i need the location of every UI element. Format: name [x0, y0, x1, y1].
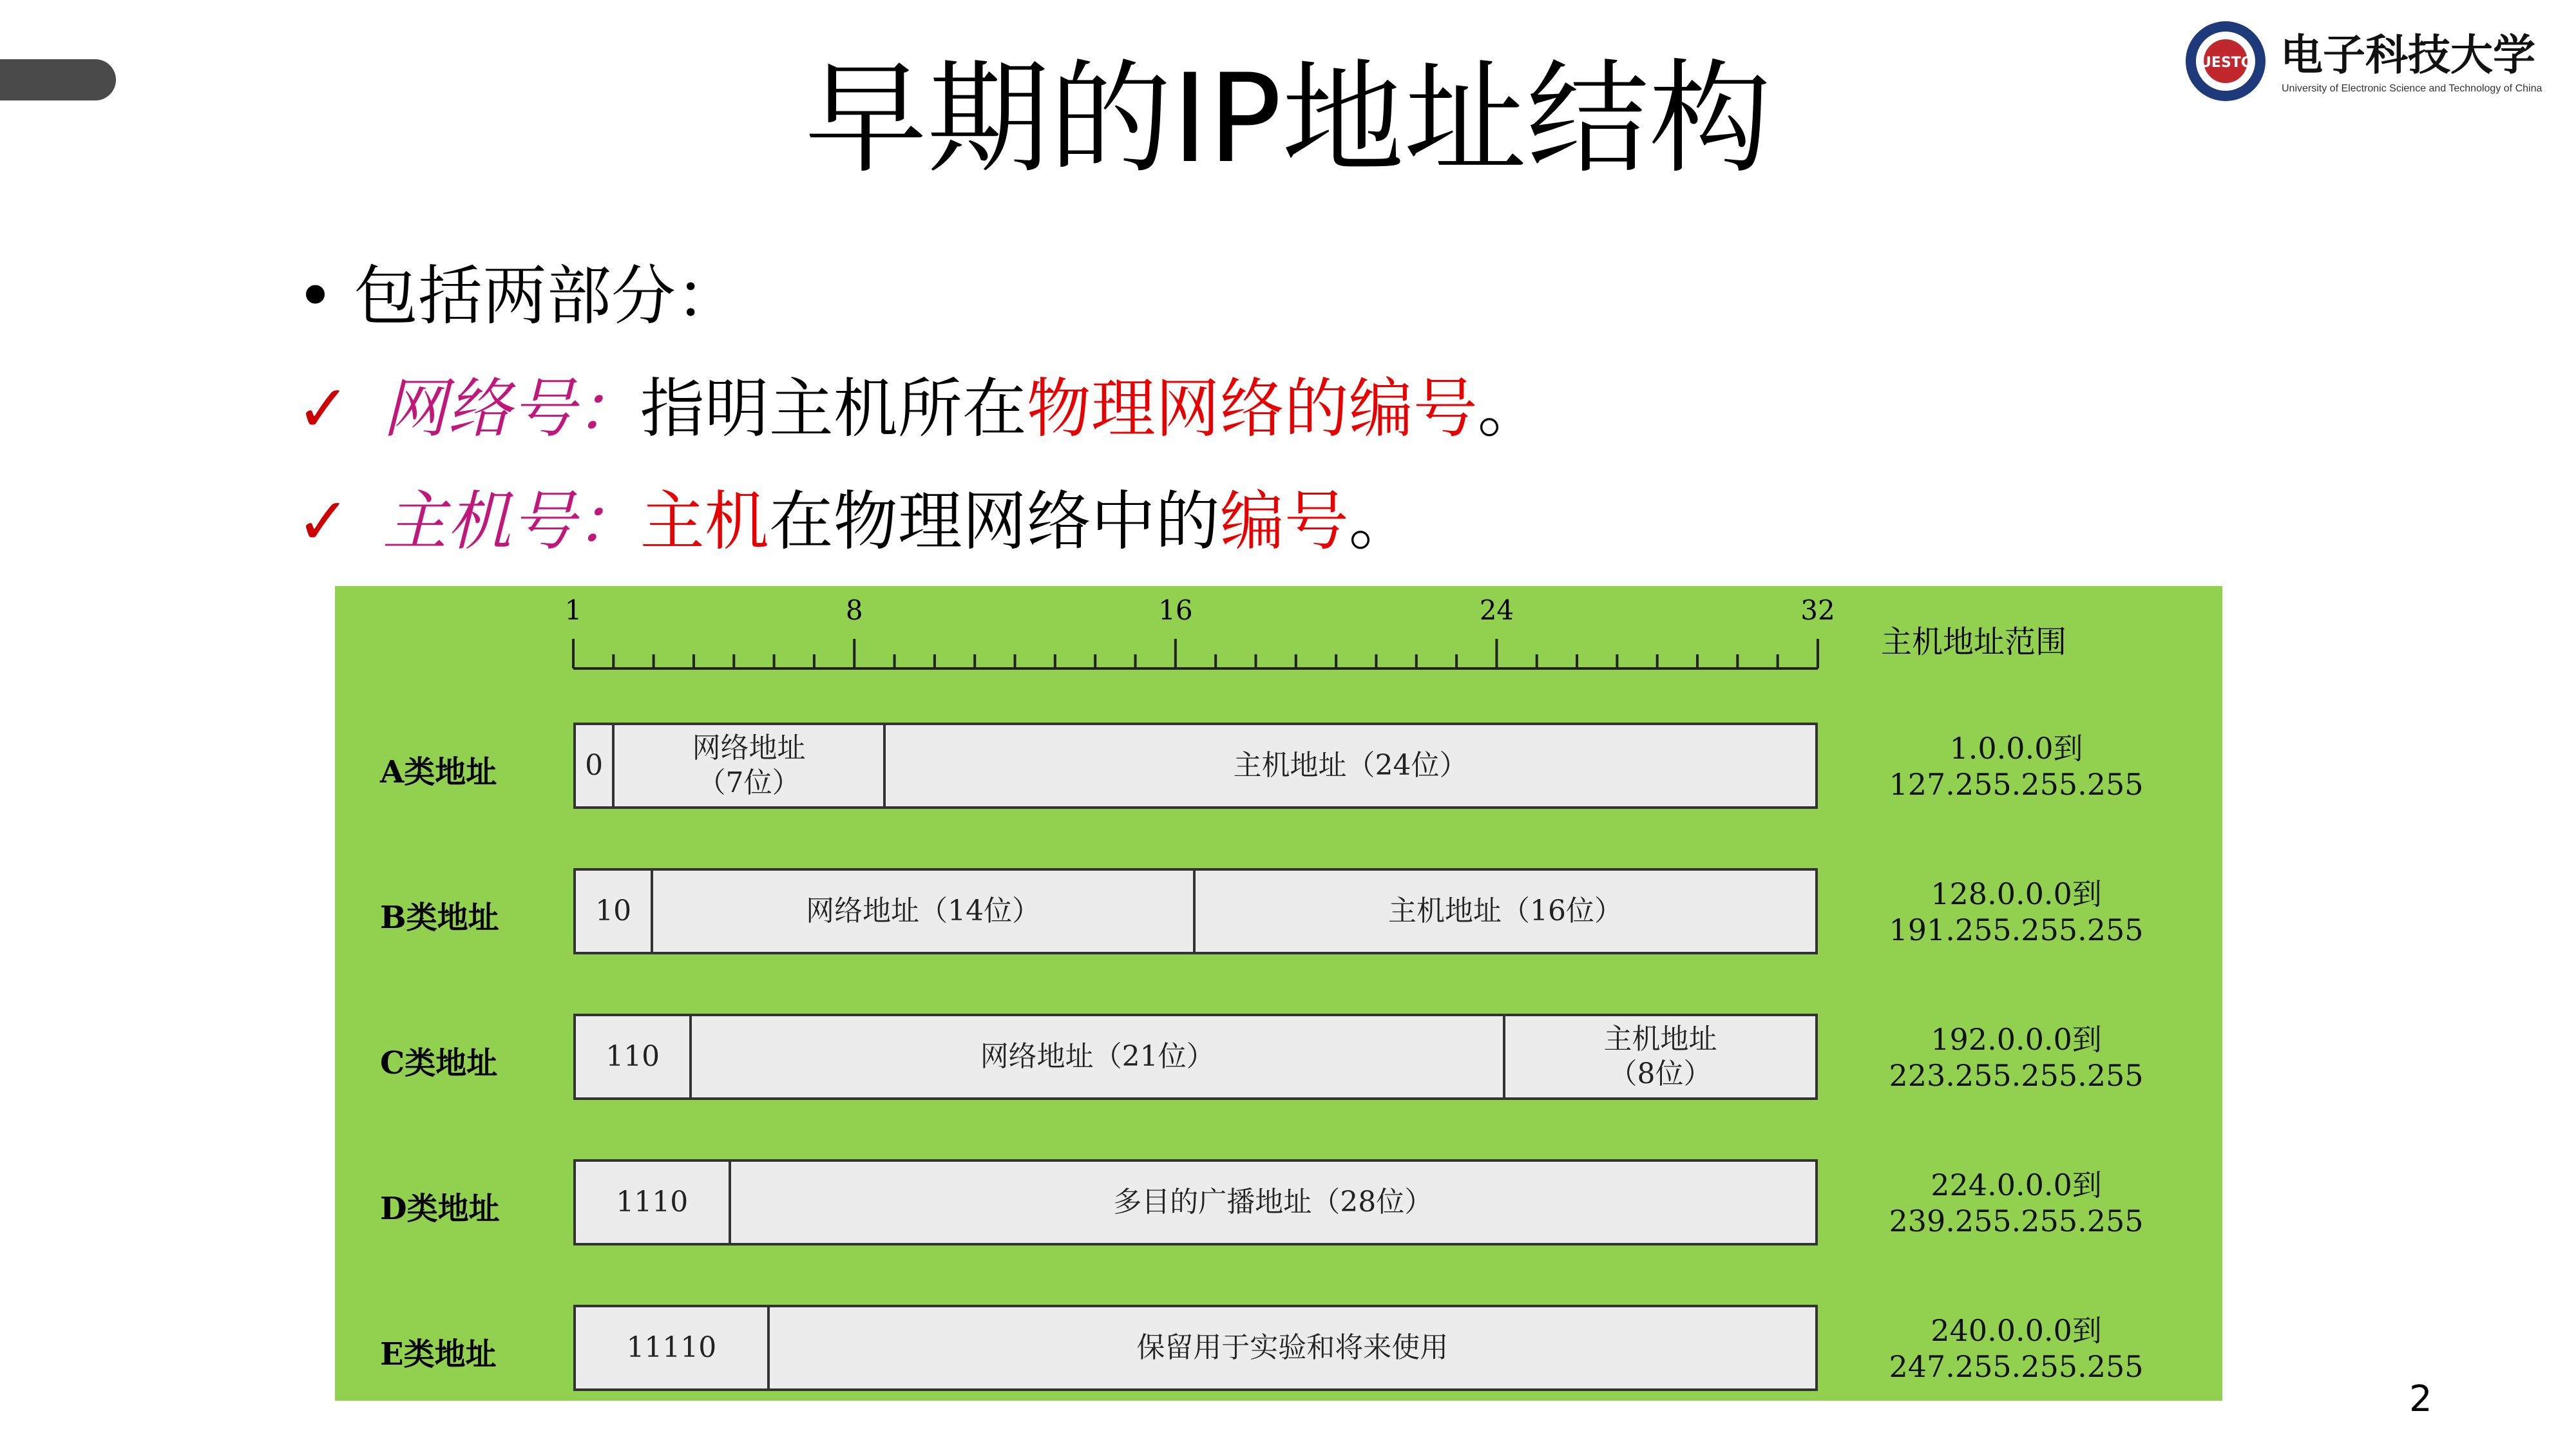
bit-tick-label: 16: [1158, 594, 1193, 626]
address-bar: [573, 1159, 1818, 1245]
bit-tick-label: 8: [845, 594, 863, 626]
range-start: 128.0.0.0到: [1931, 876, 2102, 911]
range-start: 224.0.0.0到: [1931, 1168, 2102, 1202]
address-field: 保留用于实验和将来使用: [1136, 1331, 1449, 1364]
class-label: B类地址: [380, 900, 499, 936]
bullet-text: 主机: [640, 484, 769, 559]
range-end: 247.255.255.255: [1889, 1349, 2144, 1384]
range-header: 主机地址范围: [1881, 624, 2067, 660]
address-field: 多目的广播地址（28位）: [1113, 1186, 1433, 1218]
bullet-text: 物理网络的编号: [1026, 371, 1478, 446]
check-icon: ✓: [296, 484, 350, 559]
range-start: 1.0.0.0到: [1949, 731, 2083, 766]
range-end: 191.255.255.255: [1889, 913, 2144, 947]
host-range: [1829, 876, 2203, 948]
svg-text:UESTC: UESTC: [2200, 55, 2251, 71]
address-field: 主机地址（24位）: [1233, 749, 1468, 782]
bullet-text: 。: [1477, 371, 1542, 446]
bullet-text: 网络号：: [382, 371, 640, 446]
class-prefix-field: 0: [576, 725, 615, 806]
class-prefix-field: 10: [576, 871, 653, 952]
bit-tick-label: 32: [1800, 594, 1835, 626]
bit-tick-label: 1: [564, 594, 582, 626]
host-range: [1829, 1312, 2203, 1385]
class-prefix-field: 110: [576, 1016, 692, 1097]
class-label: C类地址: [380, 1045, 498, 1081]
host-range: [1829, 730, 2203, 802]
range-end: 127.255.255.255: [1889, 767, 2144, 802]
bullet-intro: [296, 254, 740, 338]
address-bar: [573, 868, 1818, 954]
class-label: E类地址: [380, 1336, 497, 1372]
range-start: 192.0.0.0到: [1931, 1022, 2102, 1057]
range-end: 239.255.255.255: [1889, 1204, 2144, 1238]
svg-text:University of Electronic Scien: University of Electronic Science and Technology of China: [2282, 83, 2543, 94]
svg-text:电子科技大学: 电子科技大学: [2280, 30, 2535, 80]
address-field: 主机地址 （8位）: [1603, 1023, 1717, 1090]
bit-tick-label: 24: [1479, 594, 1514, 626]
bullet-text: 。: [1348, 484, 1413, 559]
bullet-network-number: [296, 367, 1542, 451]
bullet-host-number: [296, 480, 1413, 564]
class-prefix-field: 1110: [576, 1162, 731, 1243]
bullet-text: 主机号：: [382, 484, 640, 559]
bullet-dot-icon: •: [296, 258, 334, 334]
address-field: 网络地址（14位）: [653, 871, 1196, 952]
bullet-text: 指明主机所在: [640, 371, 1027, 446]
bullet-text: 在物理网络中的: [768, 484, 1220, 559]
class-prefix-field: 11110: [576, 1307, 770, 1388]
address-field: 网络地址 （7位）: [615, 725, 886, 806]
address-field: 网络地址（21位）: [692, 1016, 1505, 1097]
address-bar: [573, 1305, 1818, 1391]
check-icon: ✓: [296, 371, 350, 446]
range-start: 240.0.0.0到: [1931, 1313, 2102, 1348]
slide-title: 早期的IP地址结构: [805, 48, 1771, 190]
page-number: 2: [2409, 1378, 2432, 1420]
university-logo: [2177, 13, 2564, 109]
address-bar: [573, 723, 1818, 809]
range-end: 223.255.255.255: [1889, 1058, 2144, 1093]
address-bar: [573, 1014, 1818, 1100]
class-label: D类地址: [380, 1191, 500, 1227]
class-label: A类地址: [380, 754, 497, 790]
bullet-text: 编号: [1219, 484, 1349, 559]
ip-class-diagram: [335, 586, 2222, 1401]
bullet-text: 包括两部分：: [353, 258, 740, 334]
host-range: [1829, 1167, 2203, 1239]
host-range: [1829, 1021, 2203, 1094]
address-field: 主机地址（16位）: [1388, 895, 1623, 927]
